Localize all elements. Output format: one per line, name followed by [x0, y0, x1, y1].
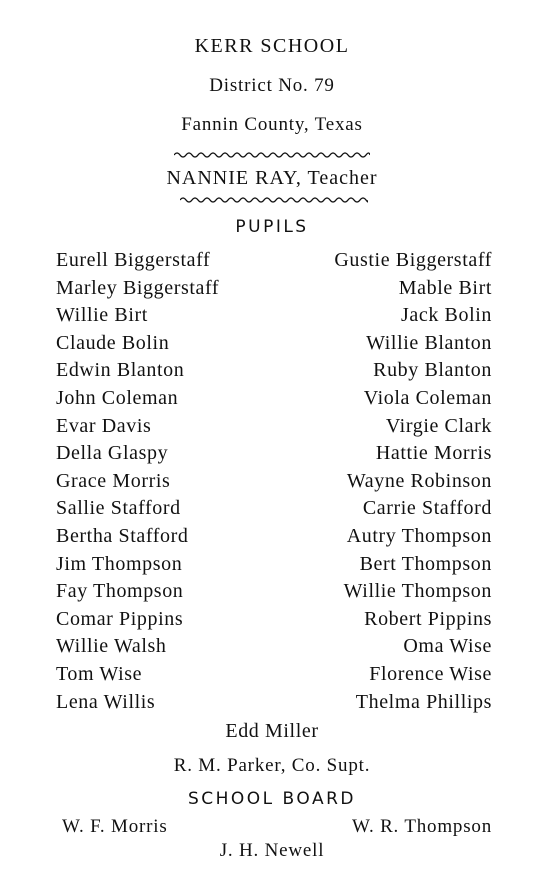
pupil-row	[0, 359, 544, 387]
pupil-name: Marley Biggerstaff	[56, 276, 220, 299]
pupil-row	[0, 497, 544, 525]
pupil-name: Willie Birt	[56, 304, 148, 327]
pupil-name: Willie Blanton	[366, 331, 492, 354]
pupil-name: Tom Wise	[56, 662, 143, 685]
county-name: Fannin County, Texas	[181, 114, 363, 135]
pupil-row	[0, 304, 544, 332]
pupil-name: Thelma Phillips	[355, 690, 492, 713]
pupil-name: Sallie Stafford	[56, 497, 181, 520]
pupil-row	[0, 277, 544, 305]
pupil-row	[0, 635, 544, 663]
wavy-divider-top	[174, 150, 370, 160]
pupil-name: Edwin Blanton	[56, 359, 185, 382]
pupil-list	[0, 249, 544, 718]
pupil-row	[0, 470, 544, 498]
pupil-name: Carrie Stafford	[362, 497, 492, 520]
pupil-row	[0, 249, 544, 277]
board-member: W. F. Morris	[62, 816, 168, 837]
pupil-name: Comar Pippins	[56, 607, 184, 630]
county-superintendent: R. M. Parker, Co. Supt.	[173, 755, 371, 776]
pupil-row	[0, 691, 544, 719]
board-member: W. R. Thompson	[352, 816, 492, 837]
pupil-name: Willie Walsh	[56, 635, 167, 658]
pupil-row	[0, 553, 544, 581]
pupil-name: Della Glaspy	[56, 442, 169, 465]
pupil-name: John Coleman	[56, 386, 179, 409]
wavy-divider-bottom	[180, 195, 368, 205]
pupil-row	[0, 442, 544, 470]
pupil-name: Eurell Biggerstaff	[56, 249, 211, 271]
school-name: KERR SCHOOL	[194, 35, 350, 57]
pupil-name: Fay Thompson	[56, 580, 184, 603]
pupil-name: Viola Coleman	[363, 386, 492, 409]
pupil-name: Jim Thompson	[56, 552, 183, 575]
pupil-name: Hattie Morris	[375, 442, 492, 465]
pupil-name: Oma Wise	[403, 635, 492, 658]
pupils-heading: PUPILS	[235, 217, 309, 237]
board-member: J. H. Newell	[219, 840, 325, 861]
pupil-name: Lena Willis	[56, 690, 156, 713]
pupil-name: Evar Davis	[56, 414, 152, 437]
district-number: District No. 79	[209, 75, 335, 96]
pupil-row	[0, 580, 544, 608]
pupil-row	[0, 332, 544, 360]
pupil-name: Autry Thompson	[346, 524, 492, 547]
pupil-name: Willie Thompson	[343, 580, 492, 603]
pupil-name: Bertha Stafford	[56, 524, 189, 547]
pupil-name: Gustie Biggerstaff	[334, 249, 492, 271]
pupil-name: Wayne Robinson	[346, 469, 492, 492]
pupil-name: Claude Bolin	[56, 331, 170, 354]
pupil-name: Ruby Blanton	[373, 359, 492, 382]
pupil-name: Florence Wise	[369, 662, 492, 685]
pupil-name: Grace Morris	[56, 469, 171, 492]
pupil-name: Mable Birt	[398, 276, 492, 299]
pupil-name-centered: Edd Miller	[225, 720, 319, 742]
pupil-name: Jack Bolin	[401, 304, 492, 327]
pupil-name: Robert Pippins	[364, 607, 492, 630]
pupil-row	[0, 608, 544, 636]
school-board-row	[0, 816, 544, 842]
pupil-name: Bert Thompson	[359, 552, 492, 575]
pupil-row	[0, 387, 544, 415]
school-board-heading: SCHOOL BOARD	[187, 789, 357, 809]
pupil-row	[0, 525, 544, 553]
pupil-row	[0, 415, 544, 443]
pupil-row	[0, 663, 544, 691]
teacher-name: NANNIE RAY, Teacher	[166, 167, 378, 189]
pupil-name: Virgie Clark	[385, 414, 492, 437]
